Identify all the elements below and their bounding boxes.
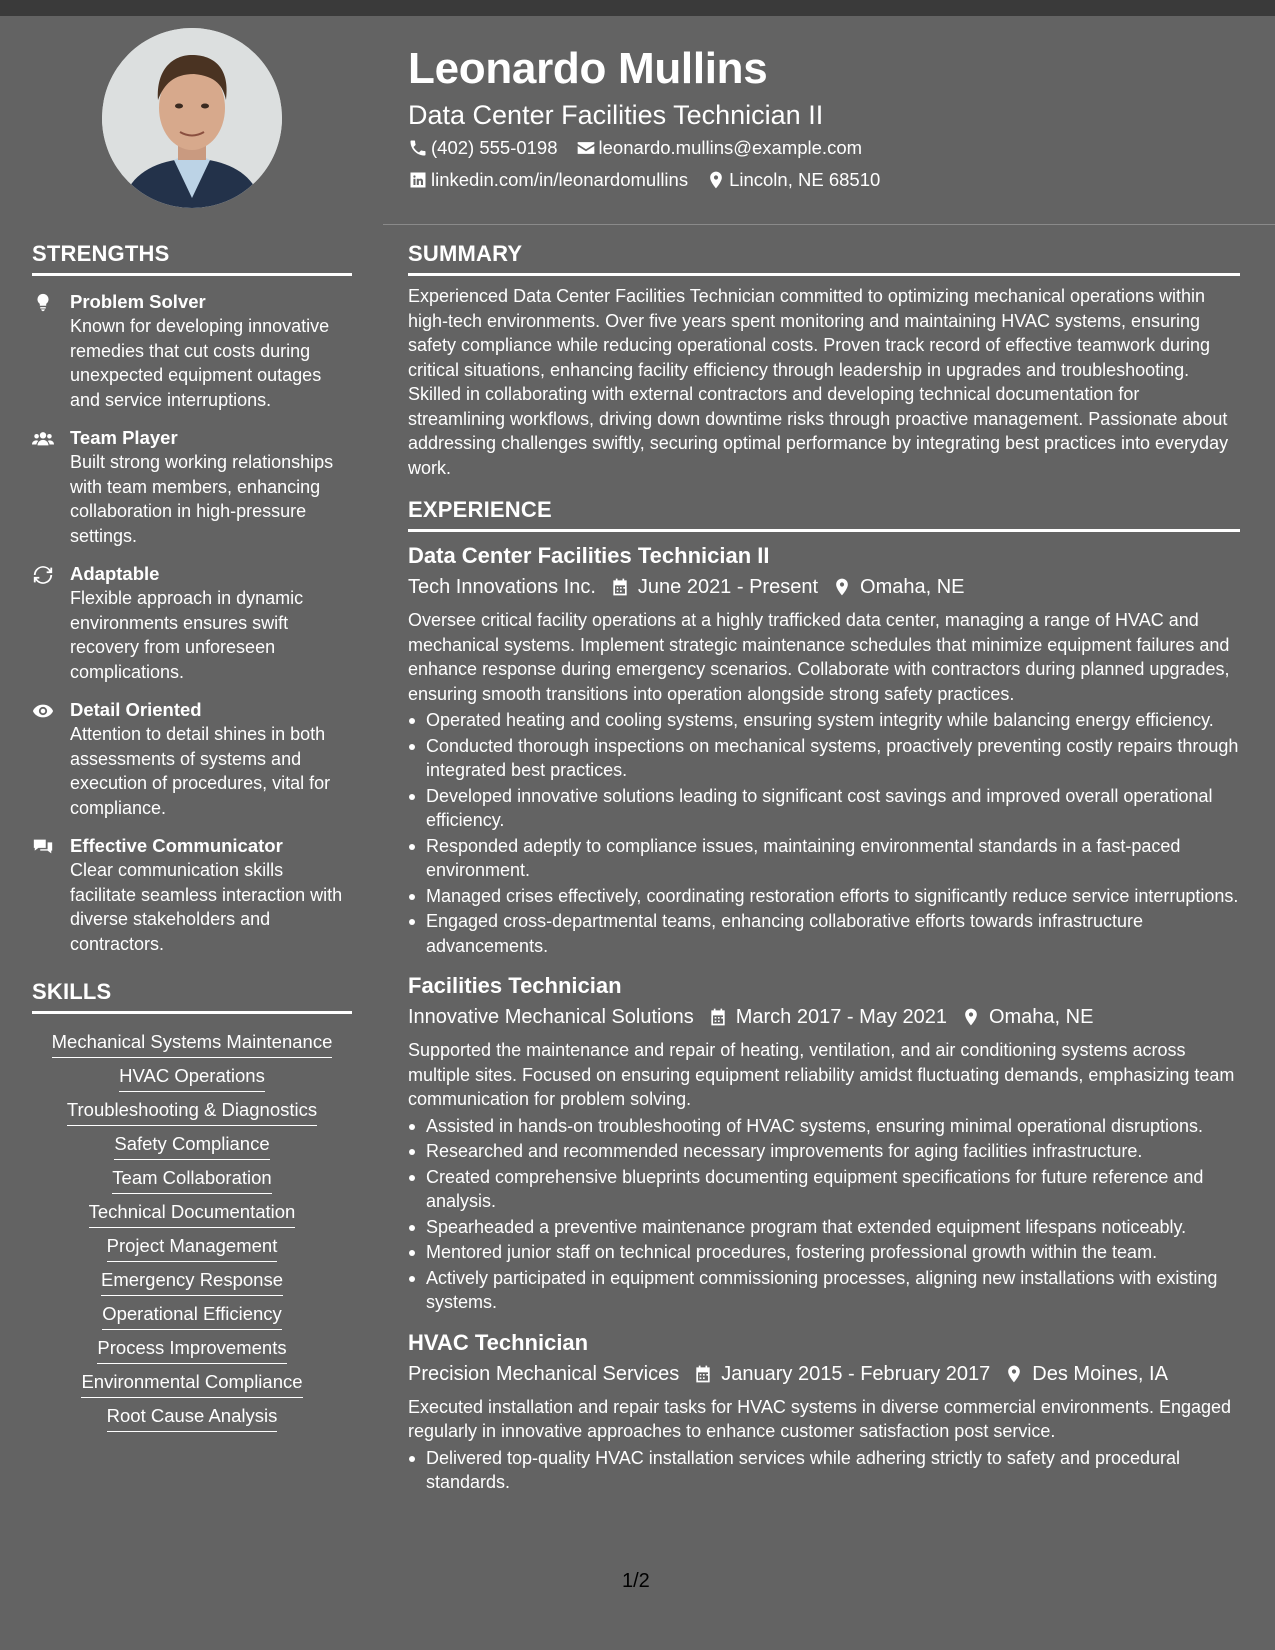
job-bullet: Developed innovative solutions leading to significant cost savings and improved overall operational efficiency. [408,784,1240,833]
job-bullet: Conducted thorough inspections on mechanical systems, proactively preventing costly repairs through integrated best practices. [408,734,1240,783]
job-title: HVAC Technician [408,1329,589,1355]
job-dates: June 2021 - Present [637,576,819,598]
job-description: Oversee critical facility operations at a highly trafficked data center, managing a range of HVAC and mechanical systems. Implement strategic maintenance schedules that minimize equipment failures and enhance response during emergency scenarios. Collaborate with contractors during planned upgrades, ensuring smooth transitions into operation alongside strong safety practices. [408,610,1230,704]
job-title: Data Center Facilities Technician II [408,543,770,568]
envelope-icon [576,138,596,158]
summary-heading: SUMMARY [408,240,1240,276]
calendar-icon [708,1007,728,1027]
sync-icon [32,564,54,586]
job-bullet: Operated heating and cooling systems, ensuring system integrity while balancing energy efficiency. [408,708,1240,733]
strength-description: Flexible approach in dynamic environments ensures swift recovery from unforeseen complications. [70,588,304,682]
job-bullet: Engaged cross-departmental teams, enhancing collaborative efforts towards infrastructure advancements. [408,909,1240,958]
strength-description: Known for developing innovative remedies that cut costs during unexpected equipment outages and service interruptions. [70,316,330,410]
location-text: Lincoln, NE 68510 [729,169,881,190]
job-bullet: Created comprehensive blueprints documenting equipment specifications for future reference and analysis. [408,1165,1240,1214]
job-entry [408,972,1240,1315]
job-description: Executed installation and repair tasks for HVAC systems in diverse commercial environments. Engaged regularly in innovative approaches to enhance customer satisfaction post service. [408,1396,1232,1441]
job-bullet: Mentored junior staff on technical procedures, fostering professional growth within the team. [408,1240,1240,1265]
job-description: Supported the maintenance and repair of heating, ventilation, and air conditioning systems across multiple sites. Focused on ensuring equipment reliability amidst fluctuating demands, emphasizing team communication for problem solving. [408,1040,1235,1109]
main-column [408,240,1240,1495]
job-bullet: Delivered top-quality HVAC installation services while adhering strictly to safety and procedural standards. [408,1446,1240,1495]
skill-item: Emergency Response [101,1268,283,1296]
map-marker-icon [706,170,726,190]
skill-item: HVAC Operations [119,1064,265,1092]
job-title: Facilities Technician [408,973,622,998]
strength-description: Attention to detail shines in both assessments of systems and execution of procedures, vital for compliance. [70,724,331,818]
job-location: Omaha, NE [860,576,965,598]
skill-item: Safety Compliance [114,1132,269,1160]
job-entry [408,1329,1240,1495]
contact-row-1 [408,132,1238,164]
job-bullet: Managed crises effectively, coordinating restoration efforts to significantly reduce service interruptions. [408,884,1240,909]
strength-title: Effective Communicator [70,835,283,856]
job-bullet: Spearheaded a preventive maintenance program that extended equipment lifespans noticeably. [408,1215,1240,1240]
sidebar [32,240,352,1432]
job-meta [408,1359,1240,1389]
job-meta [408,572,1240,602]
top-bar [0,0,1275,16]
job-bullets [408,1446,1240,1495]
skill-item: Project Management [107,1234,278,1262]
location-contact [706,169,880,191]
job-location: Omaha, NE [988,1006,1094,1028]
strength-item [32,834,352,956]
email-contact[interactable] [576,137,863,159]
skill-item: Team Collaboration [112,1166,271,1194]
skills-list [32,1024,352,1432]
strength-title: Problem Solver [70,291,206,312]
job-location-wrap [961,1002,1093,1032]
strength-item [32,698,352,820]
job-bullet: Researched and recommended necessary improvements for aging facilities infrastructure. [408,1139,1240,1164]
strength-title: Team Player [70,427,178,448]
skill-item: Technical Documentation [89,1200,296,1228]
job-bullet: Responded adeptly to compliance issues, maintaining environmental standards in a fast-paced environment. [408,834,1240,883]
strength-title: Detail Oriented [70,699,202,720]
calendar-icon [610,577,630,597]
job-dates-wrap [708,1002,947,1032]
skill-item: Environmental Compliance [81,1370,302,1398]
comments-icon [32,836,54,858]
map-marker-icon [832,577,852,597]
job-dates-wrap [693,1359,990,1389]
skills-heading: SKILLS [32,978,352,1014]
job-company: Innovative Mechanical Solutions [408,1006,694,1028]
strength-item [32,426,352,548]
candidate-title: Data Center Facilities Technician II [408,100,824,130]
skill-item: Troubleshooting & Diagnostics [67,1098,317,1126]
candidate-name: Leonardo Mullins [408,44,768,93]
strengths-heading: STRENGTHS [32,240,352,276]
job-dates-wrap [610,572,818,602]
header-divider [383,224,1275,225]
map-marker-icon [961,1007,981,1027]
skill-item: Mechanical Systems Maintenance [52,1030,333,1058]
job-meta [408,1002,1240,1032]
profile-photo [102,28,282,208]
lightbulb-icon [32,292,54,314]
phone-icon [408,138,428,158]
phone-text: (402) 555-0198 [431,137,558,158]
job-location-wrap [832,572,964,602]
profile-portrait-image [102,28,282,208]
job-company: Precision Mechanical Services [408,1362,680,1385]
job-location-wrap [1004,1359,1168,1389]
strength-item [32,562,352,684]
job-bullet: Assisted in hands-on troubleshooting of HVAC systems, ensuring minimal operational disruptions. [408,1114,1240,1139]
summary-text: Experienced Data Center Facilities Technician committed to optimizing mechanical operations within high-tech environments. Over five years spent monitoring and maintaining HVAC systems, ensuring safety compliance while reducing operational costs. Proven track record of effective teamwork during critical situations, enhancing facility efficiency through leadership in upgrades and troubleshooting. Skilled in collaborating with external contractors and developing technical documentation for streamlining workflows, driving down downtime risks through proactive management. Passionate about addressing challenges swiftly, securing optimal performance by integrating best practices into everyday work. [408,286,1229,478]
email-text: leonardo.mullins@example.com [598,137,863,158]
linkedin-contact[interactable] [408,169,688,191]
job-company: Tech Innovations Inc. [408,576,596,598]
skill-item: Operational Efficiency [102,1302,282,1330]
eye-icon [32,700,54,722]
skill-item: Root Cause Analysis [107,1404,278,1432]
resume-header [408,40,1238,196]
experience-heading: EXPERIENCE [408,496,1240,532]
job-location: Des Moines, IA [1032,1362,1168,1385]
job-bullet: Actively participated in equipment commissioning processes, aligning new installations with existing systems. [408,1266,1240,1315]
calendar-icon [693,1364,713,1384]
linkedin-text: linkedin.com/in/leonardomullins [431,169,689,190]
strength-title: Adaptable [70,563,160,584]
users-icon [32,428,54,450]
job-entry [408,542,1240,958]
strength-item [32,290,352,412]
strength-description: Built strong working relationships with team members, enhancing collaboration in high-pressure settings. [70,452,334,546]
linkedin-icon [408,170,428,190]
skill-item: Process Improvements [97,1336,286,1364]
contact-row-2 [408,164,1238,196]
page-number: 1/2 [622,1570,650,1592]
phone-contact[interactable] [408,137,558,159]
job-dates: March 2017 - May 2021 [735,1006,947,1028]
job-bullets [408,1114,1240,1315]
map-marker-icon [1004,1364,1024,1384]
job-dates: January 2015 - February 2017 [721,1362,991,1385]
job-bullets [408,708,1240,958]
strength-description: Clear communication skills facilitate seamless interaction with diverse stakeholders and contractors. [70,860,343,954]
